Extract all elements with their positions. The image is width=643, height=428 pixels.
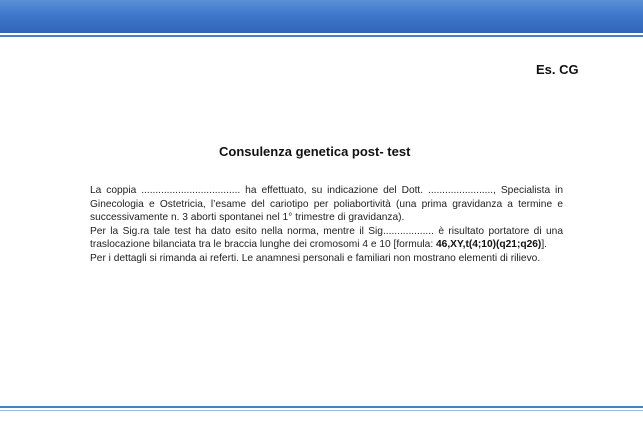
header-bar [0,0,643,33]
paragraph-result [90,225,563,252]
footer-rule-thin [0,410,643,411]
example-tag: Es. CG [536,62,579,77]
paragraph-details: Per i dettagli si rimanda ai referti. Le anamnesi personali e familiari non mostrano elementi di rilievo. [90,252,541,264]
paragraph-result-end: ]. [541,239,547,251]
document-title: Consulenza genetica post- test [219,144,411,159]
header-rule [0,35,643,37]
paragraph-couple: La coppia ................................... ha effettuato, su indicazione del Dott. ......................., Specialista in Ginecologia e Ostetricia, l’esame del cariotipo per poliabortività (una prima gravidanza a termine e successivamente n. 3 aborti spontanei nel 1° trimestre di gravidanza). [90,185,563,224]
karyotype-formula: 46,XY,t(4;10)(q21;q26) [436,239,542,251]
footer-rule [0,406,643,408]
paragraph-result-text: Per la Sig.ra tale test ha dato esito nella norma, mentre il Sig.................. è risultato portatore di una traslocazione bilanciata tra le braccia lunghe dei cromosomi 4 e 10 [formula: [90,225,563,251]
document-body [90,184,563,266]
